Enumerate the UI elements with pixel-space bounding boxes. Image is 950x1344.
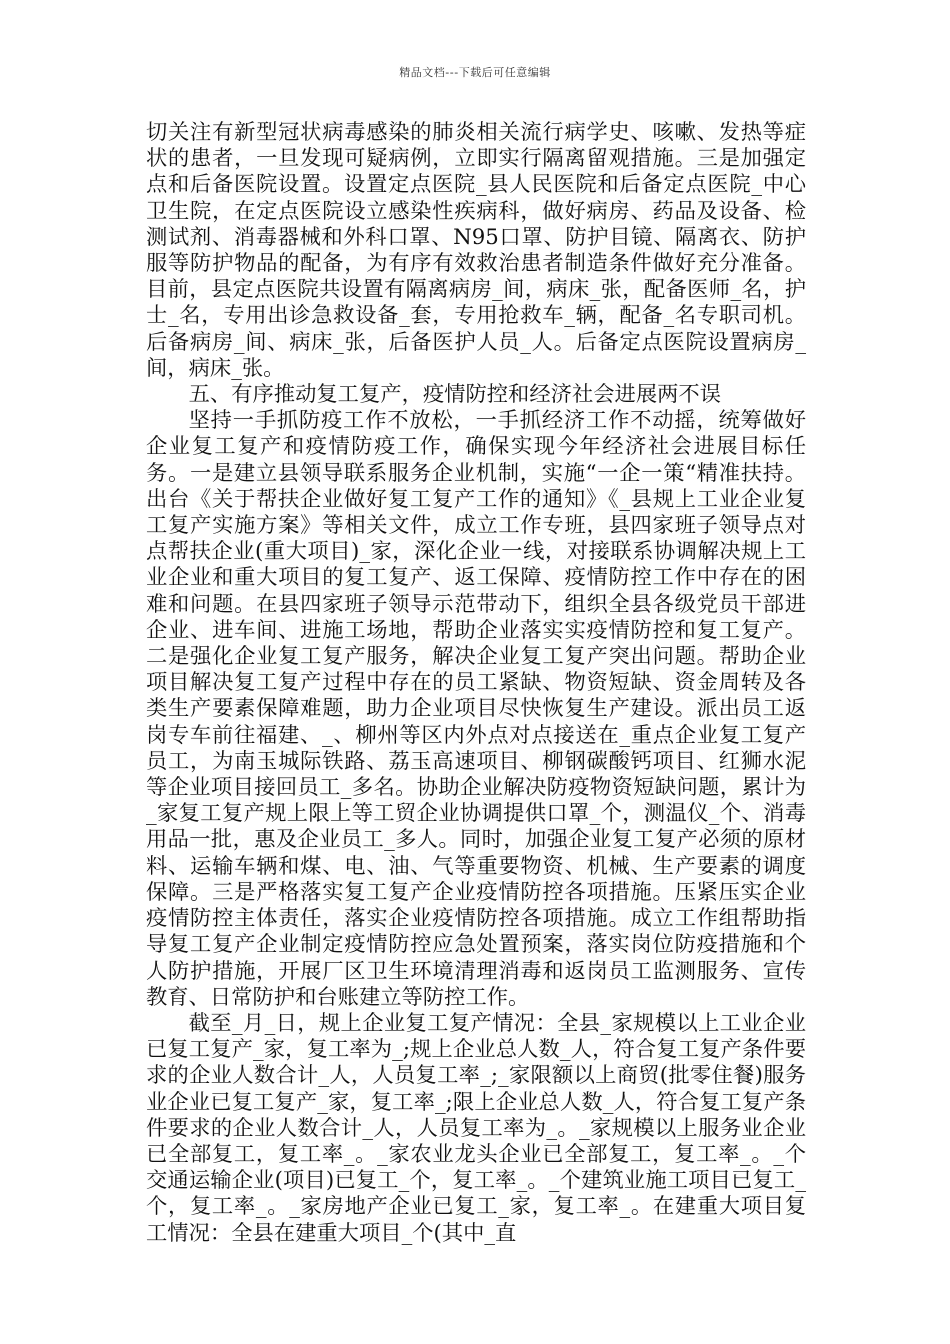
document-body xyxy=(146,120,806,1247)
section-heading-5: 五、有序推动复工复产，疫情防控和经济社会进展两不误 xyxy=(188,382,722,408)
page-header: 精品文档---下载后可任意编辑 xyxy=(399,66,551,79)
paragraph-2: 坚持一手抓防疫工作不放松，一手抓经济工作不动摇，统筹做好企业复工复产和疫情防疫工作，确保实现今年经济社会进展目标任务。一是建立县领导联系服务企业机制，实施“一企一策“精准扶持。出台《关于帮扶企业做好复工复产工作的通知》《_县规上工业企业复工复产实施方案》等相关文件，成立工作专班，县四家班子领导点对点帮扶企业(重大项目)_家，深化企业一线，对接联系协调解决规上工业企业和重大项目的复工复产、返工保障、疫情防控工作中存在的困难和问题。在县四家班子领导示范带动下，组织全县各级党员干部进企业、进车间、进施工场地，帮助企业落实实疫情防控和复工复产。二是强化企业复工复产服务，解决企业复工复产突出问题。帮助企业项目解决复工复产过程中存在的员工紧缺、物资短缺、资金周转及各类生产要素保障难题，助力企业项目尽快恢复生产建设。派出员工返岗专车前往福建、_、柳州等区内外点对点接送在_重点企业复工复产员工，为南玉城际铁路、荔玉高速项目、柳钢碳酸钙项目、红狮水泥等企业项目接回员工_多名。协助企业解决防疫物资短缺问题，累计为_家复工复产规上限上等工贸企业协调提供口罩_个，测温仪_个、消毒用品一批，惠及企业员工_多人。同时，加强企业复工复产必须的原材料、运输车辆和煤、电、油、气等重要物资、机械、生产要素的调度保障。三是严格落实复工复产企业疫情防控各项措施。压紧压实企业疫情防控主体责任，落实企业疫情防控各项措施。成立工作组帮助指导复工复产企业制定疫情防控应急处置预案，落实岗位防疫措施和个人防护措施，开展厂区卫生环境清理消毒和返岗员工监测服务、宣传教育、日常防护和台账建立等防控工作。 xyxy=(146,408,806,1010)
paragraph-3: 截至_月_日，规上企业复工复产情况：全县_家规模以上工业企业已复工复产_家，复工率为_;规上企业总人数_人，符合复工复产条件要求的企业人数合计_人，人员复工率_;_家限额以上商贸(批零住餐)服务业企业已复工复产_家，复工率_;限上企业总人数_人，符合复工复产条件要求的企业人数合计_人，人员复工率为_。_家规模以上服务业企业已全部复工，复工率_。_家农业龙头企业已全部复工，复工率_。_个交通运输企业(项目)已复工_个，复工率_。_个建筑业施工项目已复工_个，复工率_。_家房地产企业已复工_家，复工率_。在建重大项目复工情况：全县在建重大项目_个(其中_直 xyxy=(146,1010,806,1246)
paragraph-1: 切关注有新型冠状病毒感染的肺炎相关流行病学史、咳嗽、发热等症状的患者，一旦发现可疑病例，立即实行隔离留观措施。三是加强定点和后备医院设置。设置定点医院_县人民医院和后备定点医院_中心卫生院，在定点医院设立感染性疾病科，做好病房、药品及设备、检测试剂、消毒器械和外科口罩、N95口罩、防护目镜、隔离衣、防护服等防护物品的配备，为有序有效救治患者制造条件做好充分准备。目前，县定点医院共设置有隔离病房_间，病床_张，配备医师_名，护士_名，专用出诊急救设备_套，专用抢救车_辆，配备_名专职司机。后备病房_间、病床_张，后备医护人员_人。后备定点医院设置病房_间，病床_张。 xyxy=(146,120,806,381)
